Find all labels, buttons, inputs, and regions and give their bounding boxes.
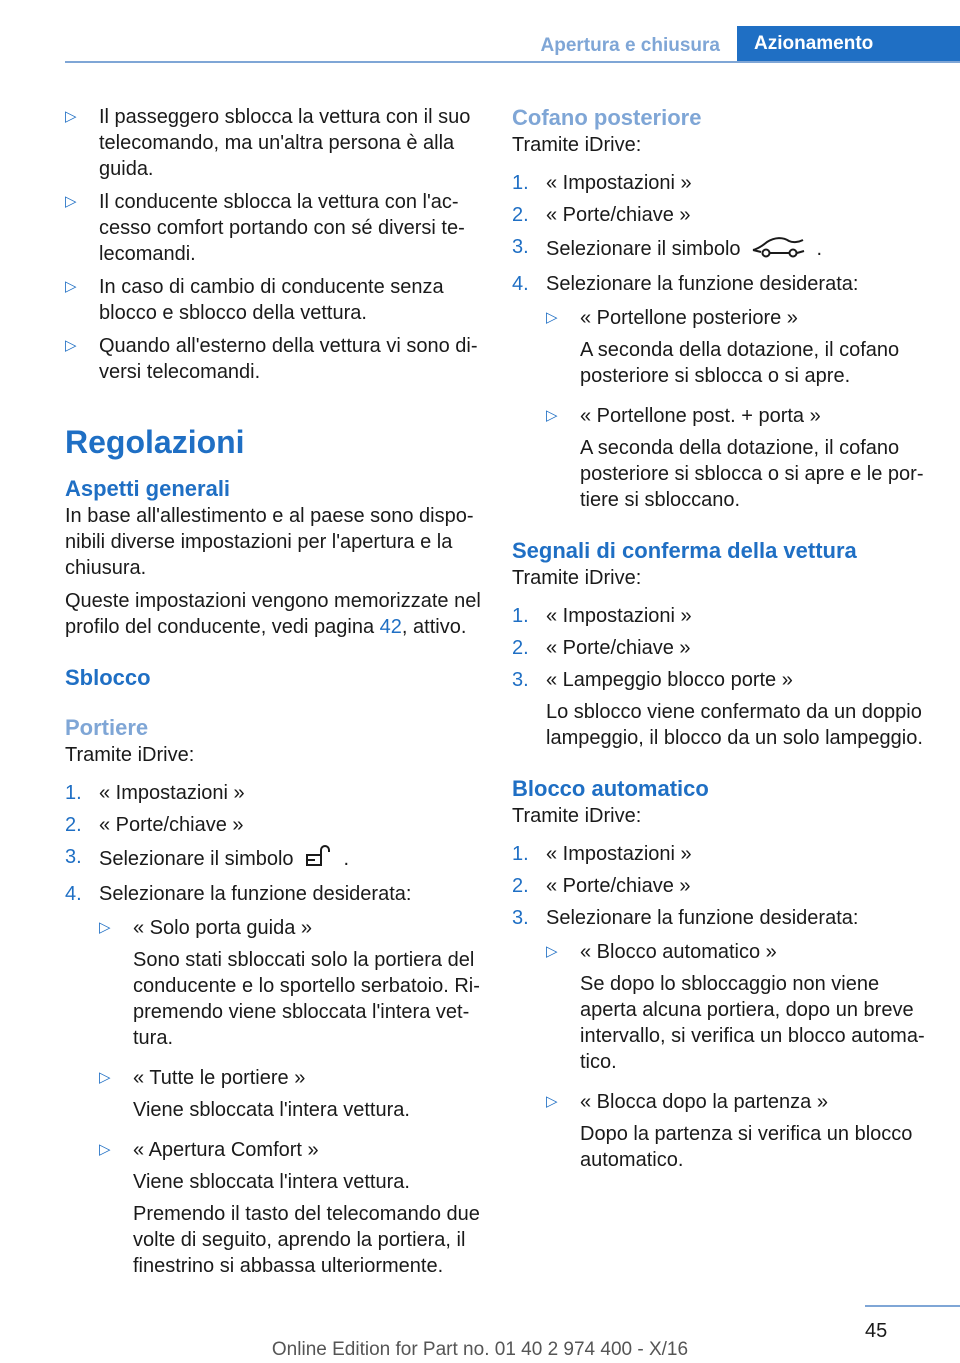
list-item: ▷ « Tutte le portiere » Viene sbloccata l'intera vettura. bbox=[99, 1067, 410, 1121]
bullet-icon: ▷ bbox=[99, 1141, 111, 1158]
list-item: ▷ Quando all'esterno della vettura vi sono diversi telecomandi. bbox=[65, 335, 478, 383]
list-item: ▷ « Blocco automatico » Se dopo lo sbloccaggio non viene aperta alcuna portiera, dopo un breve intervallo, si verifica un blocco automatico. bbox=[546, 941, 925, 1073]
left-column bbox=[65, 104, 483, 1286]
numbered-step: 2. « Porte/chiave » bbox=[512, 204, 691, 226]
list-item: ▷ « Portellone posteriore » A seconda della dotazione, il cofano posteriore si sblocca o si apre. bbox=[546, 307, 900, 387]
bullet-icon: ▷ bbox=[99, 919, 111, 936]
numbered-step: 2. « Porte/chiave » bbox=[512, 637, 691, 659]
paragraph: Queste impostazioni vengono memorizzate nel profilo del conducente, vedi pagina 42, attivo. bbox=[65, 590, 481, 638]
numbered-step: 2. « Porte/chiave » bbox=[65, 814, 244, 836]
page-number-rule bbox=[865, 1305, 960, 1307]
numbered-step: 1. « Impostazioni » bbox=[512, 843, 692, 865]
heading-cofano-posteriore: Cofano posteriore bbox=[512, 105, 702, 130]
list-item: ▷ « Solo porta guida » Sono stati sbloccati solo la portiera del conducente e lo sportello serbatoio. Ripremendo viene sbloccata l'intera vettura. bbox=[99, 917, 480, 1049]
heading-portiere: Portiere bbox=[65, 715, 149, 740]
bullet-icon: ▷ bbox=[99, 1069, 111, 1086]
option-list bbox=[512, 939, 932, 1173]
bullet-icon: ▷ bbox=[65, 337, 77, 354]
numbered-step: 2. « Porte/chiave » bbox=[512, 875, 691, 897]
list-item: ▷ Il passeggero sblocca la vettura con il suo telecomando, ma un'altra persona è alla guida. bbox=[65, 106, 471, 180]
bullet-icon: ▷ bbox=[546, 309, 558, 326]
option-list bbox=[65, 915, 483, 1279]
numbered-step: 3. Selezionare il simbolo . bbox=[65, 844, 483, 875]
paragraph: In base all'allestimento e al paese sono disponibili diverse impostazioni per l'apertura e la chiusura. bbox=[65, 505, 474, 579]
page-reference-link[interactable]: 42 bbox=[379, 616, 402, 638]
numbered-step: 3. Selezionare la funzione desiderata: bbox=[512, 907, 859, 929]
numbered-step: 3. Selezionare il simbolo . bbox=[512, 234, 932, 265]
bullet-icon: ▷ bbox=[65, 193, 77, 210]
bullet-icon: ▷ bbox=[546, 943, 558, 960]
option-list bbox=[512, 305, 932, 513]
list-item: ▷ « Portellone post. + porta » A seconda della dotazione, il cofano posteriore si sblocca o si apre e le portiere si sbloccano. bbox=[546, 405, 924, 511]
heading-segnali-conferma: Segnali di conferma della vettura bbox=[512, 538, 857, 563]
list-item: ▷ In caso di cambio di conducente senza blocco e sblocco della vettura. bbox=[65, 276, 444, 324]
list-item: ▷ « Blocca dopo la partenza » Dopo la partenza si verifica un blocco automatico. bbox=[546, 1091, 913, 1171]
numbered-step: 1. « Impostazioni » bbox=[65, 782, 245, 804]
numbered-step: 4. Selezionare la funzione desiderata: bbox=[512, 273, 859, 295]
heading-aspetti-generali: Aspetti generali bbox=[65, 476, 231, 501]
page-number: 45 bbox=[865, 1320, 888, 1342]
paragraph: Tramite iDrive: bbox=[512, 567, 642, 589]
heading-regolazioni: Regolazioni bbox=[65, 424, 245, 460]
bullet-icon: ▷ bbox=[546, 1093, 558, 1110]
car-trunk-icon bbox=[751, 234, 807, 265]
header-chapter-tab: Azionamento bbox=[737, 26, 960, 63]
right-column bbox=[512, 104, 932, 1180]
header-rule bbox=[65, 61, 960, 63]
bullet-icon: ▷ bbox=[546, 407, 558, 424]
list-item: ▷ « Apertura Comfort » Viene sbloccata l'intera vettura. Premendo il tasto del telecomando due volte di seguito, aprendo la portiera, il finestrino si abbassa ulteriormente. bbox=[99, 1139, 480, 1277]
heading-sblocco: Sblocco bbox=[65, 665, 151, 690]
paragraph: Tramite iDrive: bbox=[65, 744, 195, 766]
numbered-step: 1. « Impostazioni » bbox=[512, 172, 692, 194]
numbered-step: 4. Selezionare la funzione desiderata: bbox=[65, 883, 412, 905]
header-section-title: Apertura e chiusura bbox=[540, 35, 720, 56]
paragraph: Tramite iDrive: bbox=[512, 805, 642, 827]
numbered-step: 1. « Impostazioni » bbox=[512, 605, 692, 627]
list-item: ▷ Il conducente sblocca la vettura con l'accesso comfort portando con sé diversi telecomandi. bbox=[65, 191, 465, 265]
door-unlock-icon bbox=[304, 844, 334, 875]
numbered-step: 3. « Lampeggio blocco porte » Lo sblocco viene confermato da un doppio lampeggio, il blocco da un solo lampeggio. bbox=[512, 669, 923, 749]
footer-edition: Online Edition for Part no. 01 40 2 974 400 - X/16 bbox=[271, 1339, 689, 1360]
bullet-icon: ▷ bbox=[65, 108, 77, 125]
bullet-icon: ▷ bbox=[65, 278, 77, 295]
paragraph: Tramite iDrive: bbox=[512, 134, 642, 156]
heading-blocco-automatico: Blocco automatico bbox=[512, 776, 709, 801]
